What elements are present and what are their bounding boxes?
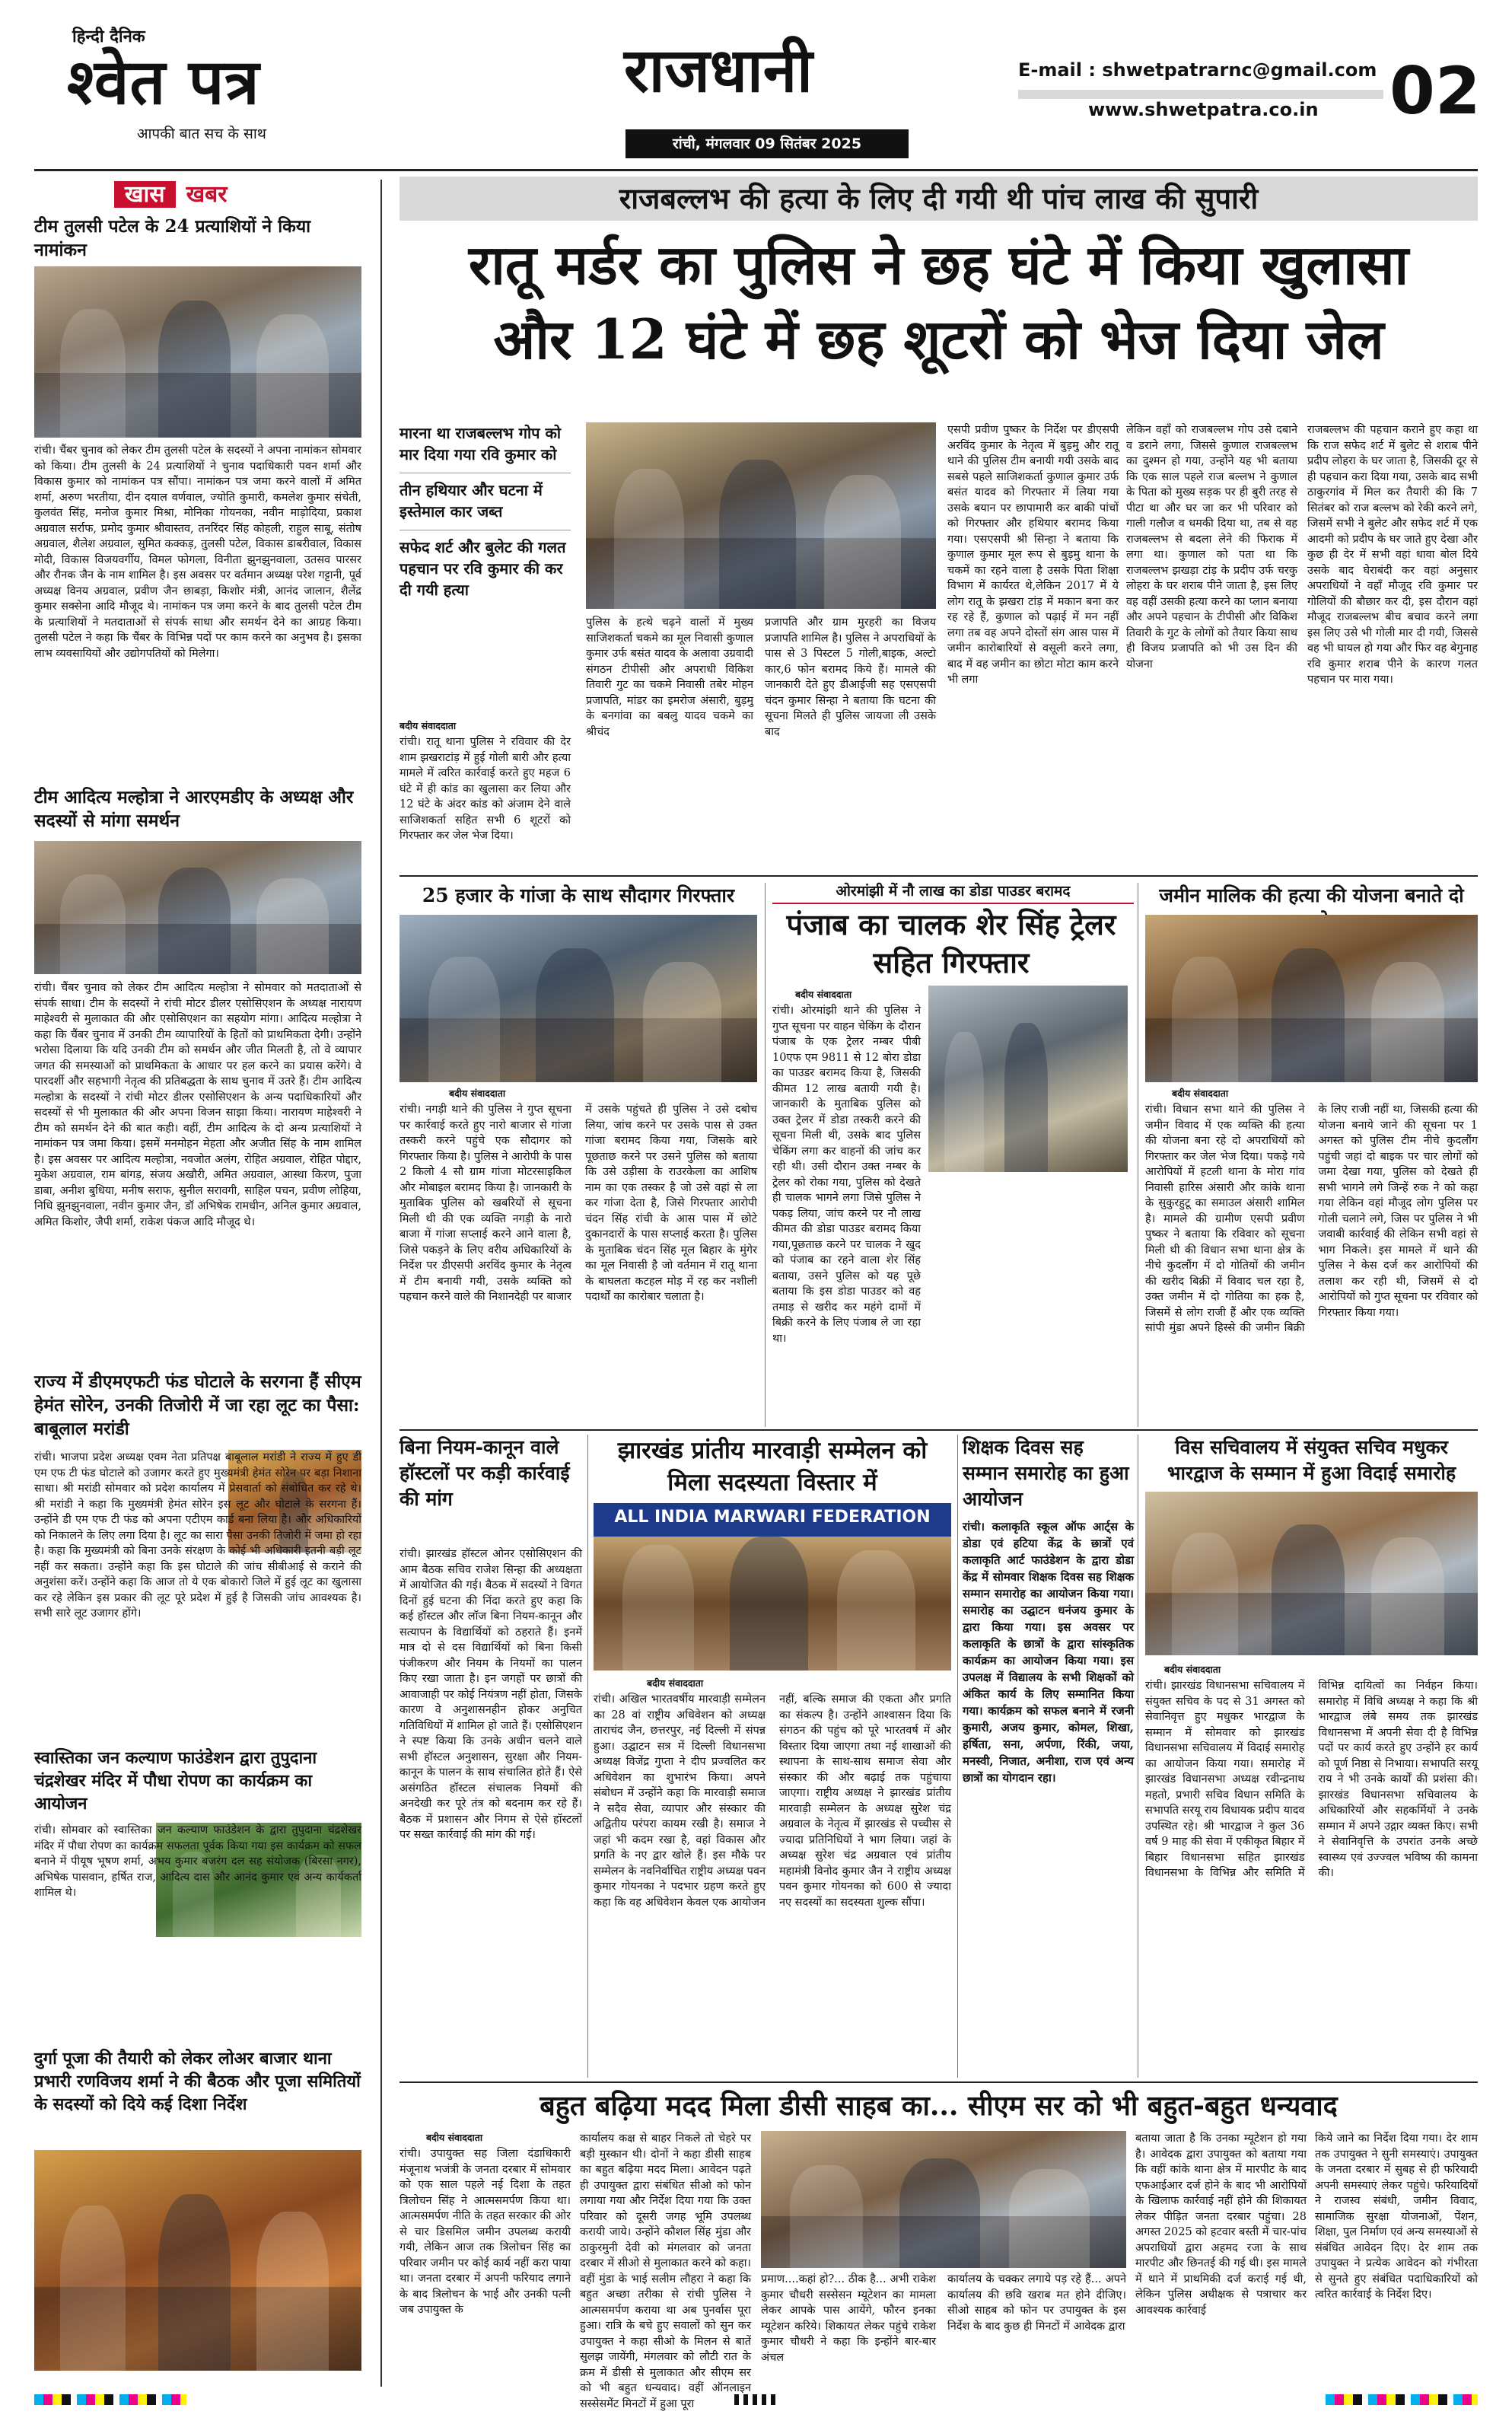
sachivalay-photo xyxy=(1145,1492,1478,1655)
website-link[interactable]: www.shwetpatra.co.in xyxy=(1088,99,1319,120)
row3-divider-1 xyxy=(587,1435,588,2078)
sachivalay-byline: बदीय संवाददाता xyxy=(1164,1664,1221,1675)
row3-divider-2 xyxy=(957,1435,958,2078)
bottom-col-4b: कार्यालय के चक्कर लगाये पड़ रहे हैं... अपने कार्यालय की छवि खराब मत होने दीजिए। सीओ साहब को फोन पर उपायुक्त के इस निर्देश के बाद कुछ ही मिनटों में आवेदक द्वारा xyxy=(947,2273,1126,2333)
sidebar-story-swastika-headline: स्वास्तिका जन कल्याण फाउंडेशन द्वारा तुपुदाना चंद्रशेखर मंदिर में पौधा रोपण का कार्यक्रम का आयोजन xyxy=(34,1748,317,1814)
zameen-body: रांची। विधान सभा थाने की पुलिस ने जमीन विवाद में एक व्यक्ति की हत्या की योजना बना रहे दो अपराधियों को गिरफ्तार कर जेल भेज दिया। पकड़े गये आरोपियों में हटली थाना के मोरा गांव निवासी हारिस अंसारी और कांके थाना के सुकुरहुटू का समाउल अंसारी शामिल है। मामले की ग्रामीण एसपी प्रवीण पुष्कर ने बताया कि रविवार को सूचना मिली थी की विधान सभा थाना क्षेत्र के नीचे कुदलौंग में दो गोतियों की जमीन की खरीद बिक्री में विवाद चल रहा है, उक्त जमीन में दो गोतिया का हक है, जिसमें से लोग राजी हैं और एक व्यक्ति सांपी मुंडा अपने हिस्से की जमीन बिक्री के लिए राजी नहीं था, जिसकी हत्या की योजना बनाये जाने की सूचना पर 1 अगस्त को पुलिस टीम नीचे कुदलौंग पहुंची जहां दो बाइक पर चार लोगों को जमा देखा गया, पुलिस को देखते ही सभी भागने लगे जिन्हें रुक ने को कहा गया लेकिन वहां मौजूद लोग पुलिस पर गोली चलाने लगे, जिस पर पुलिस ने भी जवाबी कार्रवाई की लेकिन सभी वहां से भाग निकले। इस मामले में थाने की पुलिस ने केस दर्ज कर आरोपियों की तलाश कर रही थी, जिसमें से दो आरोपियों को गुप्त सूचना पर रविवार को गिरफ्तार किया गया। xyxy=(1145,1104,1478,1334)
lead-col-5: लेकिन वहाँ को राजबल्लभ गोप उसे दबाने व डराने लगा, जिससे कुणाल राजबल्लभ का दुश्मन हो गया, उन्होंने यह भी बताया कि एक साल पहले राज बल्लभ ने कुणाल के पिता को मुख्य सड़क पर ही बुरी तरह से पीटा था और घर जा कर भी परिवार को गाली गलौज व धमकी दिया था, तब से वह राजबल्लभ से बदला लेने की फिराक में लगा था। कुणाल को पता था कि राजबल्लभ झखड़ा टांड़ के प्रदीप उर्फ चरकु लोहरा के घर शराब पीने जाता है, इस लिए वह वहीं उसकी हत्या करने का प्लान बनाया और अपने पहचान के टीपीसी और विकिश तिवारी के गुट के लोगों को तैयार किया साथ ही विजय प्रजापति को भी उस दिन की योजना xyxy=(1126,424,1297,670)
paper-name-logo: श्वेत पत्र xyxy=(67,46,260,119)
email-underline-bar xyxy=(1018,90,1383,99)
tagline: आपकी बात सच के साथ xyxy=(137,126,266,142)
bottom-col-3: प्रमाण....कहां हो?... ठीक है... अभी राकेश कुमार चौधरी सस्सेसन म्यूटेशन का मामला लेकर आपके पास आयेंगे, फौरन इनका म्यूटेशन करिये। शिकायत लेकर पहुंचे राकेश कुमार चौधरी ने कहा कि इन्होंने बार-बार अंचल xyxy=(761,2273,936,2364)
section-title: राजधानी xyxy=(624,34,813,106)
bottom-col-4: बताया जाता है कि उनका म्यूटेशन हो गया है। आवेदक द्वारा उपायुक्त को बताया गया कि वहीं कांके थाना क्षेत्र में मारपीट के बाद एफआईआर दर्ज होने के बाद भी आरोपियों के खिलाफ कार्रवाई नहीं होने की शिकायत लेकर पीड़ित जनता दरबार पहुंचा। 28 अगस्त 2025 को हटवार बस्ती में चार-पांच अपराधियों द्वारा अहमद रजा के साथ मारपीट और छिनतई की गई थी। इस मामले में थाने में प्राथमिकी दर्ज कराई गई थी, लेकिन पुलिस अधीक्षक से पत्राचार कर आवश्यक कार्रवाई xyxy=(1135,2132,1307,2317)
marwari-banner: ALL INDIA MARWARI FEDERATION xyxy=(614,1508,931,1527)
bottom-col-5: किये जाने का निर्देश दिया गया। देर शाम तक उपायुक्त ने सुनी समस्याएं। उपायुक्त के जनता दरबार में सुबह से ही फरियादी अपनी समस्याएं लेकर पहुंचे। फरियादियों ने राजस्व संबंधी, जमीन विवाद, सामाजिक सुरक्षा योजनाओं, पेंशन, शिक्षा, पुल निर्माण एवं अन्य समस्याओं से संबंधित आवेदन दिए। देर शाम तक उपायुक्त ने प्रत्येक आवेदन को गंभीरता से सुनते हुए संबंधित पदाधिकारियों को त्वरित कार्रवाई के निर्देश दिए। xyxy=(1315,2132,1478,2301)
lead-photo xyxy=(586,422,936,609)
sidebar-divider xyxy=(380,180,382,2387)
lead-byline: बदीय संवाददाता xyxy=(399,720,457,731)
marwari-headline: झारखंड प्रांतीय मारवाड़ी सम्मेलन को मिला सदस्यता विस्तार में xyxy=(617,1437,928,1496)
registration-mark-right xyxy=(1326,2394,1478,2405)
sidebar-photo-tulsi xyxy=(34,266,361,438)
dateline-bar xyxy=(625,129,909,158)
lead-bottom-rule xyxy=(399,875,1478,877)
masthead xyxy=(0,0,1512,171)
dateline: रांची, मंगलवार 09 सितंबर 2025 xyxy=(672,135,862,152)
sachivalay-headline: विस सचिवालय में संयुक्त सचिव मधुकर भारद्वाज के सम्मान में हुआ विदाई समारोह xyxy=(1167,1436,1456,1484)
ganja-body: रांची। नगड़ी थाने की पुलिस ने गुप्त सूचना पर कार्रवाई करते हुए नारो बाजार से गांजा तस्करी करने पहुंचे एक सौदागर को गिरफ्तार किया है। पुलिस ने आरोपी के पास 2 किलो 4 सौ ग्राम गांजा मोटरसाइकिल और मोबाइल बरामद किया है। जानकारी के मुताबिक पुलिस को खबरियों से सूचना मिली थी की एक व्यक्ति नगड़ी के नारो बाजा में गांजा सप्लाई करने आने वाला है, जिसे पकड़ने के लिए वरीय अधिकारियों के निर्देश पर डीएसपी अरविंद कुमार के नेतृत्व में टीम बनायी गयी, उसके व्यक्ति को पहचान करने वाले की निशानदेही पर बाजार में उसके पहुंचते ही पुलिस ने उसे दबोच लिया, जांच करने पर उसके पास से उक्त गांजा बरामद किया गया, जिसके बारे पूछताछ करने पर उसने पुलिस को बताया कि उसे उड़ीसा के राउरकेला का आशिष नाम का एक तस्कर है जो उसे वहां से ला कर गांजा देता है, जिसे गिरफ्तार आरोपी चंदन सिंह रांची के आस पास में छोटे दुकानदारों के पास सप्लाई करता है। पुलिस के मुताबिक चंदन सिंह मूल बिहार के मुंगेर का मूल निवासी है जो वर्तमान में रातू थाना के बाघलता कटहल मोड़ में रह कर नशीली पदार्थों का कारोबार चलाता है। xyxy=(399,1104,757,1303)
shikshak-body: रांची। कलाकृति स्कूल ऑफ आर्ट्स के डोडा एवं हटिया केंद्र के छात्रों एवं कलाकृति आर्ट फाउंडेशन के द्वारा डोडा केंद्र में सोमवार शिक्षक दिवस सह शिक्षक सम्मान समारोह का आयोजन किया गया। समारोह का उद्घाटन धनंजय कुमार के द्वारा किया गया। इस अवसर पर कलाकृति के छात्रों के द्वारा सांस्कृतिक कार्यक्रम का आयोजन किया गया। इस उपलक्ष में विद्यालय के सभी शिक्षकों को अंकित कार्य के लिए सम्मानित किया गया। कार्यक्रम को सफल बनाने में रजनी कुमारी, अजय कुमार, कोमल, शिखा, हर्षिता, सना, अर्पणा, रिंकी, जया, मनस्वी, निजात, अनीशा, राज एवं अन्य छात्रों का योगदान रहा। xyxy=(963,1520,1134,1785)
marwari-body: रांची। अखिल भारतवर्षीय मारवाड़ी सम्मेलन का 28 वां राष्ट्रीय अधिवेशन को अध्यक्ष ताराचंद जैन, छत्तरपुर, नई दिल्ली में संपन्न हुआ। उद्घाटन सत्र में दिल्ली विधानसभा अध्यक्ष विजेंद्र गुप्ता ने दीप प्रज्वलित कर अधिवेशन का शुभारंभ किया। अपने संबोधन में उन्होंने कहा कि मारवाड़ी समाज ने सदैव सेवा, व्यापार और संस्कार की अद्वितीय परंपरा कायम रखी है। समाज ने जहां भी कदम रखा है, वहां विकास और प्रगति के नए द्वार खोले हैं। इस मौके पर सम्मेलन के नवनिर्वाचित राष्ट्रीय अध्यक्ष पवन कुमार गोयनका ने पदभार ग्रहण करते हुए कहा कि वह अधिवेशन केवल एक आयोजन नहीं, बल्कि समाज की एकता और प्रगति का संकल्प है। उन्होंने आश्वासन दिया कि संगठन की पहुंच को पूरे भारतवर्ष में और विस्तार दिया जाएगा तथा नई शाखाओं की स्थापना के साथ-साथ समाज सेवा और संस्कार की और बढ़ाई तक पहुंचाया जाएगा। राष्ट्रीय अध्यक्ष ने झारखंड प्रांतीय मारवाड़ी सम्मेलन के अध्यक्ष सुरेश चंद्र अग्रवाल के नेतृत्व में झारखंड से पच्चीस से ज्यादा प्रतिनिधियों ने भाग लिया। जहां के अध्यक्ष सुरेश चंद्र अग्रवाल एवं प्रांतीय महामंत्री विनोद कुमार जैन ने राष्ट्रीय अध्यक्ष पवन कुमार गोयनका को 600 से ज्यादा नए सदस्यों का सदस्यता शुल्क सौंपा। xyxy=(594,1693,951,1909)
lead-col-4: एसपी प्रवीण पुष्कर के निर्देश पर डीएसपी अरविंद कुमार के नेतृत्व में बुड़मु और रातू थाने की पुलिस टीम बनायी गयी उसके बाद सबसे पहले साजिशकर्ता कुणाल कुमार उर्फ बसंत यादव को गिरफ्तार में लिया गया उसके बयान पर छापामारी कर बाकी पांचों को गिरफ्तार और हथियार बरामद किया गया। एसएसपी श्री सिन्हा ने बताया कि कुणाल कुमार मूल रूप से बुड़मु थाना के चकमें का रहने वाला है उसके पिता शिक्षा विभाग में कार्यरत थे,लेकिन 2017 में ये लोग रातू के झखरा टांड़ में मकान बना कर रह रहे हैं, कुणाल को पढ़ाई में मन नहीं लगा तब वह अपने दोस्तों संग आस पास में जमीन कारोबारियों से वसूली करने लगा, बाद में वह जमीन का छोटा मोटा काम करने भी लगा xyxy=(947,424,1119,686)
registration-mark-left xyxy=(34,2394,186,2405)
masthead-rule xyxy=(34,169,1478,171)
lead-kicker: राजबल्लभ की हत्या के लिए दी गयी थी पांच लाख की सुपारी xyxy=(619,181,1259,215)
sidebar-story-aditya-body: रांची। चैंबर चुनाव को लेकर टीम आदित्य मल्होत्रा ने सोमवार को मतदाताओं से संपर्क साधा। टीम के सदस्यों ने रांची मोटर डीलर एसोसिएशन के अध्यक्ष नारायण माहेश्वरी से मुलाकात की और एसोसिएशन का सहयोग मांगा। आदित्य मल्होत्रा ने कहा कि चैंबर चुनाव में उनकी टीम व्यापारियों के हितों को प्राथमिकता देगी। उन्होंने भरोसा दिलाया कि यदि उनकी टीम को समर्थन और जीत मिलती है, तो वे व्यापार जगत की समस्याओं को प्राथमिकता के आधार पर हल करने का प्रयास करेंगे। वे पारदर्शी और सहभागी नेतृत्व की प्रतिबद्धता के साथ चुनाव में उतरे हैं। टीम आदित्य मल्होत्रा के सदस्यों ने रांची मोटर डीलर एसोसिएशन के अन्य पदाधिकारियों और सदस्यों से भी मुलाकात की और अपना विजन साझा किया। नारायण माहेश्वरी ने टीम को समर्थन देने की बात कही। वहीं, टीम आदित्य के दो अन्य प्रत्याशियों ने नामांकन पत्र जमा किया। इसमें मनमोहन मेहता और अजीत सिंह के नाम शामिल है। इस अवसर पर आदित्य मल्होत्रा, नवजोत अलंग, रोहित अग्रवाल, रोहित पोद्दार, मुकेश अग्रवाल, राम बांगड़, संजय अखौरी, अमित अग्रवाल, आस्था किरण, पुजा डाबा, अनीश बुधिया, मनीष सराफ, सुनील सरावगी, साहिल पचन, प्रवीण लोहिया, निधि झुनझुनवाला, नवीन कुमार जैन, डॉ अभिषेक रामधीन, अनिल कुमार अग्रवाल, अमित किशोर, जैपी शर्मा, राकेश पंकज आदि मौजूद थे। xyxy=(34,982,361,1228)
bottom-photo xyxy=(761,2131,1126,2268)
lead-highlight-1: मारना था राजबल्लभ गोप को मार दिया गया रवि कुमार को xyxy=(399,422,571,473)
bottom-headline: बहुत बढ़िया मदद मिला डीसी साहब का... सीएम सर को भी बहुत-बहुत धन्यवाद xyxy=(540,2090,1338,2122)
registration-mark-center xyxy=(734,2394,780,2405)
lead-col-1: रांची। रातू थाना पुलिस ने रविवार की देर शाम झखराटांड़ में हुई गोली बारी और हत्या मामले में त्वरित कार्रवाई करते हुए महज 6 घंटे में ही कांड का खुलासा कर लिया और 12 घंटे के अंदर कांड को अंजाम देने वाले साजिशकर्ता सहित सभी 6 शूटरों को गिरफ्तार कर जेल भेज दिया। xyxy=(399,736,571,842)
sidebar-story-durga-headline: दुर्गा पूजा की तैयारी को लेकर लोअर बाजार थाना प्रभारी रणविजय शर्मा ने की बैठक और पूजा समितियों के सदस्यों को दिये कई दिशा निर्देश xyxy=(34,2049,361,2114)
lead-col-3: प्रजापति और ग्राम मुरहरी का विजय प्रजापति शामिल है। पुलिस ने अपराधियों के पास से 3 पिस्टल 5 गोली,बाइक, अल्टो कार,6 फोन बरामद किये हैं। मामले की जानकारी देते हुए डीआईजी सह एसएसपी चंदन कुमार सिन्हा ने बताया कि घटना की सूचना मिलते ही पुलिस जायजा ली उसके बाद xyxy=(765,616,936,738)
hostel-body: रांची। झारखंड हॉस्टल ओनर एसोसिएशन की आम बैठक सचिव राजेश सिन्हा की अध्यक्षता में आयोजित की गई। बैठक में सदस्यों ने विगत दिनों हुई घटना की निंदा करते हुए कहा कि कई हॉस्टल और लॉज बिना नियम-कानून और सत्यापन के विद्यार्थियों को ठहराते हैं। इनमें मात्र दो से दस विद्यार्थियों को बिना किसी पंजीकरण और नियम के नियमों का पालन किए रखा जाता है। इन जगहों पर छात्रों की आवाजाही पर कोई नियंत्रण नहीं होता, जिसके कारण वे अनुशासनहीन होकर अनुचित गतिविधियों में शामिल हो जाते हैं। एसोसिएशन ने स्पष्ट किया कि उनके अधीन चलने वाले सभी हॉस्टल अनुशासन, सुरक्षा और नियम-कानून के पालन के साथ संचालित होते हैं। ऐसे असंगठित हॉस्टल संचालक नियमों की अनदेखी कर पूरे तंत्र को बदनाम कर रहे हैं। बैठक में प्रशासन और निगम से ऐसे हॉस्टलों पर सख्त कार्रवाई की मांग की गई। xyxy=(399,1548,582,1841)
ganja-headline: 25 हजार के गांजा के साथ सौदागर गिरफ्तार xyxy=(422,884,735,906)
khas-part: खास xyxy=(114,181,176,208)
shikshak-headline: शिक्षक दिवस सह सम्मान समारोह का हुआ आयोजन xyxy=(963,1436,1129,1510)
truck-headline: पंजाब का चालक शेर सिंह ट्रेलर सहित गिरफ्तार xyxy=(786,907,1116,979)
email-label: E-mail : xyxy=(1018,59,1096,81)
zameen-photo xyxy=(1145,915,1478,1082)
sidebar-story-tulsi-headline: टीम तुलसी पटेल के 24 प्रत्याशियों ने किया नामांकन xyxy=(34,216,311,260)
lead-highlight-3: सफेद शर्ट और बुलेट की गलत पहचान पर रवि कुमार की कर दी गयी हत्या xyxy=(399,538,566,599)
marwari-photo xyxy=(594,1503,951,1671)
truck-kicker-rule xyxy=(772,903,1134,904)
lead-col-6: राजबल्लभ की पहचान कराने हुए कहा था कि राज सफेद शर्ट में बुलेट से शराब पीने प्रदीप लोहरा के घर जाता है, जिसकी दूर से ही पहचान करा दिया गया, उसके बाद सभी ठाकुरगांव में मिल कर तैयारी की कि 7 सितंबर को राज बल्लभ को रेकी करने लगे, जिसमें सभी ने बुलेट और सफेद शर्ट में एक आदमी को प्रदीप के घर जाते हुए देखा और कुछ ही देर में सभी वहां धावा बोल दिये उसके बाद घेराबंदी कर वहां अनुसार अपराधियों ने वहाँ मौजूद रवि कुमार पर गोलियों की बौछार कर दी, इस दौरान वहां मौजूद राजबल्लभ बीच बचाव करने लगा इस लिए उसे भी गोली मार दी गयी, जिससे वह भी घायल हो गया और फिर वह बेगुनाह रवि कुमार शराब पीने के कारण गलत पहचान पर मारा गया। xyxy=(1307,424,1478,686)
zameen-headline: जमीन मालिक की हत्या की योजना बनाते दो xyxy=(1159,884,1464,906)
lead-highlights xyxy=(399,422,571,600)
lead-highlight-2: तीन हथियार और घटना में इस्तेमाल कार जब्त xyxy=(399,473,571,530)
truck-byline: बदीय संवाददाता xyxy=(795,989,852,1000)
sidebar-story-marandi-headline: राज्य में डीएमएफटी फंड घोटाले के सरगना हैं सीएम हेमंत सोरेन, उनकी तिजोरी में जा रहा लूट का पैसा: बाबूलाल मरांडी xyxy=(34,1371,361,1439)
row2-bottom-rule xyxy=(399,1429,1478,1431)
row2-divider-1 xyxy=(765,883,766,1427)
sidebar-story-aditya-headline: टीम आदित्य मल्होत्रा ने आरएमडीए के अध्यक्ष और सदस्यों से मांगा समर्थन xyxy=(34,787,354,831)
sidebar-photo-aditya xyxy=(34,841,361,974)
truck-kicker: ओरमांझी में नौ लाख का डोडा पाउडर बरामद xyxy=(836,883,1071,900)
bottom-byline: बदीय संवाददाता xyxy=(426,2132,483,2143)
email-link[interactable]: shwetpatrarnc@gmail.com xyxy=(1102,59,1377,81)
row3-bottom-rule xyxy=(399,2081,1478,2083)
lead-headline-2: और 12 घंटे में छह शूटरों को भेज दिया जेल xyxy=(493,307,1384,371)
marwari-byline: बदीय संवाददाता xyxy=(647,1677,704,1689)
sidebar-photo-durga xyxy=(34,2150,361,2371)
khas-khabar-label xyxy=(114,180,238,210)
hindi-daily-label: हिन्दी दैनिक xyxy=(72,27,145,46)
ganja-photo xyxy=(399,915,757,1082)
sidebar-story-marandi-body: रांची। भाजपा प्रदेश अध्यक्ष एवम नेता प्रतिपक्ष बाबूलाल मरांडी ने राज्य में हुए डी एम एफ टी फंड घोटाले को उजागर करते हुए मुख्यमंत्री हेमंत सोरेन पर बड़ा निशाना साधा। श्री मरांडी सोमवार को प्रदेश कार्यालय में प्रेसवार्ता को संबोधित कर रहे थे। श्री मरांडी ने कहा कि मुख्यमंत्री हेमंत सोरेन इस लूट और घोटाले के सरगना हैं। उन्होंने डी एम एफ टी फंड को अपना एटीएम कार्ड बना लिया है। और अधिकारियों को निकालने के लिए लगा दिया है। लूट का सारा पैसा उनकी तिजोरी में जमा हो रहा है। कहा कि मुख्यमंत्री को बिना उनके संरक्षण के कोई भी अधिकारी इतनी बड़ी लूट नहीं कर सकता। उन्होंने कहा कि इस घोटाले की जांच सीबीआई से कराने की अनुशंसा करें। उन्होंने कहा कि आज तो ये एक बोकारो जिले में हुई लूट का खुलासा कर रहे लेकिन इस प्रकार की लूट पूरे प्रदेश में हुई है जिसकी जांच आवश्यक है। सभी सारे लूट उजागर होंगे। xyxy=(34,1451,361,1620)
khabar-part: खबर xyxy=(176,181,238,208)
bottom-col-2: कार्यालय कक्ष से बाहर निकले तो चेहरे पर बड़ी मुस्कान थी। दोनों ने कहा डीसी साहब का बहुत बढ़िया मदद मिला। आवेदन पढ़ते ही उपायुक्त द्वारा संबंधित सीओ को फोन लगाया गया और निर्देश दिया गया कि उक्त परिवार को दूसरी जगह भूमि उपलब्ध करायी जाये। उन्होंने कौशल सिंह मुंडा और ठाकुरमुनी देवी को मंगलवार को जनता दरबार में सीओ से मुलाकात करने को कहा। वहीं मुंडा के भाई सलीम लौहरा ने कहा कि बहुत अच्छा तरीका से रांची पुलिस ने आत्मसमर्पण कराया था अब पुनर्वास पूरा हुआ। रात्रि के बचे हुए सवालों को सुन कर उपायुक्त ने कहा सीओ के मिलन से बातें सुलझ जायेंगी, मंगलवार को लौटी रात के क्रम में डीसी से मुलाकात और सीएम सर को भी बहुत धन्यवाद। वहीं ऑनलाइन सस्सेसमेंट मिनटों में हुआ पूरा xyxy=(580,2132,751,2410)
contact-box xyxy=(1018,59,1377,81)
zameen-byline: बदीय संवाददाता xyxy=(1172,1088,1229,1099)
hostel-headline: बिना नियम-कानून वाले हॉस्टलों पर कड़ी कार्रवाई की मांग xyxy=(399,1436,570,1510)
page-number: 02 xyxy=(1389,53,1481,129)
sachivalay-body: रांची। झारखंड विधानसभा सचिवालय में संयुक्त सचिव के पद से 31 अगस्त को सेवानिवृत्त हुए मधुकर भारद्वाज के सम्मान में सोमवार को झारखंड विधानसभा सचिवालय में विदाई समारोह का आयोजन किया गया। समारोह में झारखंड विधानसभा अध्यक्ष रवीन्द्रनाथ महतो, प्रभारी सचिव विधान समिति के सभापति सरयू राय विधायक प्रदीप यादव उपस्थित रहे। श्री भारद्वाज ने कुल 36 वर्ष 9 माह की सेवा में एकीकृत बिहार में बिहार विधानसभा सहित झारखंड विधानसभा के विभिन्न और समिति में विभिन्न दायित्वों का निर्वहन किया। समारोह में विधि अध्यक्ष ने कहा कि श्री भारद्वाज लंबे समय तक झारखंड विधानसभा में अपनी सेवा दी है विभिन्न पदों पर कार्य करते हुए उन्होंने हर कार्य को पूर्ण निष्ठा से निभाया। सभापति सरयू राय ने भी उनके कार्यों की प्रशंसा की। झारखंड विधानसभा सचिवालय के अधिकारियों और सहकर्मियों ने उनके सम्मान में अपने उद्गार व्यक्त किए। सभी ने सेवानिवृत्ति के उपरांत उनके अच्छे स्वास्थ्य एवं उज्ज्वल भविष्य की कामना की। xyxy=(1145,1680,1478,1879)
lead-col-2: पुलिस के हत्थे चढ़ने वालों में मुख्य साजिशकर्ता चकमे का मूल निवासी कुणाल कुमार उर्फ बसंत यादव के अलावा उग्रवादी संगठन टीपीसी और अपराधी विकिश तिवारी गुट का चकमे निवासी तबेर मोहन प्रजापति, मांडर का इमरोज अंसारी, बुड़मु के बनगांवा का बबलु यादव चकमे का श्रीचंद xyxy=(586,616,753,738)
sidebar-story-swastika-body: रांची। सोमवार को स्वास्तिका जन कल्याण फाउंडेशन के द्वारा तुपुदाना चंद्रशेखर मंदिर में पौधा रोपण का कार्यक्रम सफलता पूर्वक किया गया इस कार्यक्रम को सफल बनाने में पीयूष भूषण शर्मा, अभय कुमार बजरंग दल सह संयोजक (बिरसा नगर), अभिषेक पासवान, हर्षित राज, आदित्य दास और आनंद कुमार एवं अन्य कार्यकर्ता शामिल थे। xyxy=(34,1824,361,1899)
truck-body-a: रांची। ओरमांझी थाने की पुलिस ने गुप्त सूचना पर वाहन चेकिंग के दौरान पंजाब के एक ट्रेलर नम्बर पीबी 10एफ एम 9811 से 12 बोरा डोडा का पाउडर बरामद किया है, जिसकी कीमत 12 लाख बतायी गयी है। जानकारी के मुताबिक पुलिस को उक्त ट्रेलर में डोडा तस्करी करने की सूचना मिली थी, उसके बाद पुलिस चेकिंग लगा कर वाहनों की जांच कर रही थी। उसी दौरान उक्त नम्बर के ट्रेलर को रोका गया, पुलिस को देखते ही चालक भागने लगा जिसे पुलिस ने पकड़ लिया, जांच करने पर नौ लाख कीमत की डोडा पाउडर बरामद किया गया,पूछताछ करने पर चालक ने खुद को पंजाब का रहने वाला शेर सिंह बताया, उसने पुलिस को यह पूछे बताया कि इस डोडा पाउडर को वह तमाड़ से खरीद कर महंगे दामों में बिक्री करने के लिए पंजाब ले जा रहा था। xyxy=(772,1005,921,1345)
bottom-col-1: रांची। उपायुक्त सह जिला दंडाधिकारी मंजूनाथ भजंत्री के जनता दरबार में सोमवार को एक साल पहले नई दिशा के तहत त्रिलोचन सिंह ने आत्मसमर्पण किया था। आत्मसमर्पण नीति के तहत सरकार की ओर से चार डिसमिल जमीन उपलब्ध करायी गयी, लेकिन आज तक त्रिलोचन सिंह का परिवार जमीन पर कोई कार्य नहीं करा पाया था। जनता दरबार में अपनी फरियाद लगाने के बाद त्रिलोचन के भाई और उनकी पत्नी जब उपायुक्त के xyxy=(399,2148,571,2316)
footer-registration-marks xyxy=(0,2390,1512,2413)
ganja-byline: बदीय संवाददाता xyxy=(449,1088,506,1099)
truck-photo xyxy=(928,986,1128,1172)
sidebar-story-tulsi-body: रांची। चैंबर चुनाव को लेकर टीम तुलसी पटेल के सदस्यों ने अपना नामांकन सोमवार को किया। टीम तुलसी के 24 प्रत्याशियों ने चुनाव पदाधिकारी पवन शर्मा और विकास कुमार को नामांकन पत्र सौंपा। नामांकन पत्र जमा करने वालों में अमित शर्मा, अरुण भरतीया, दीन दयाल वर्णवाल, ज्योति कुमारी, कमलेश कुमार संचेती, कुलवंत सिंह, मनोज कुमार मिश्रा, मोनिका गोयनका, नवीन माड़ोदिया, प्रकाश अग्रवाल सर्राफ, प्रमोद कुमार श्रीवास्तव, तनरिंदर सिंह कोहली, राहुल साबू, संतोष अग्रवाल, शैलेश अग्रवाल, सुमित कक्कड़, तुलसी पटेल, विकास डाबरीवाल, विकास मोदी, विकास विजयवर्गीय, विमल फोगला, विनीता झुनझुनवाला, उतसव पारसर और रौनक जैन के नाम शामिल है। इस अवसर पर वर्तमान अध्यक्ष परेश गट्टानी, पूर्व अध्यक्ष विनय अग्रवाल, प्रवीण जैन छाबड़ा, किशोर मंत्री, आनंद जालान, शैलेंद्र कुमार सक्सेना आदि मौजूद थे। नामांकन पत्र जमा करने के बाद तुलसी पटेल टीम के प्रत्याशियों ने मतदाताओं से संपर्क साधा और समर्थन देने का आग्रह किया। तुलसी पटेल ने कहा कि चैंबर के विभिन्न पदों पर काम करने का अनुभव है। इसका लाभ व्यवसायियों और उद्योगपतियों को मिलेगा। xyxy=(34,444,361,660)
lead-headline-1: रातू मर्डर का पुलिस ने छह घंटे में किया खुलासा xyxy=(468,232,1409,297)
lead-kicker-bar xyxy=(399,177,1478,221)
